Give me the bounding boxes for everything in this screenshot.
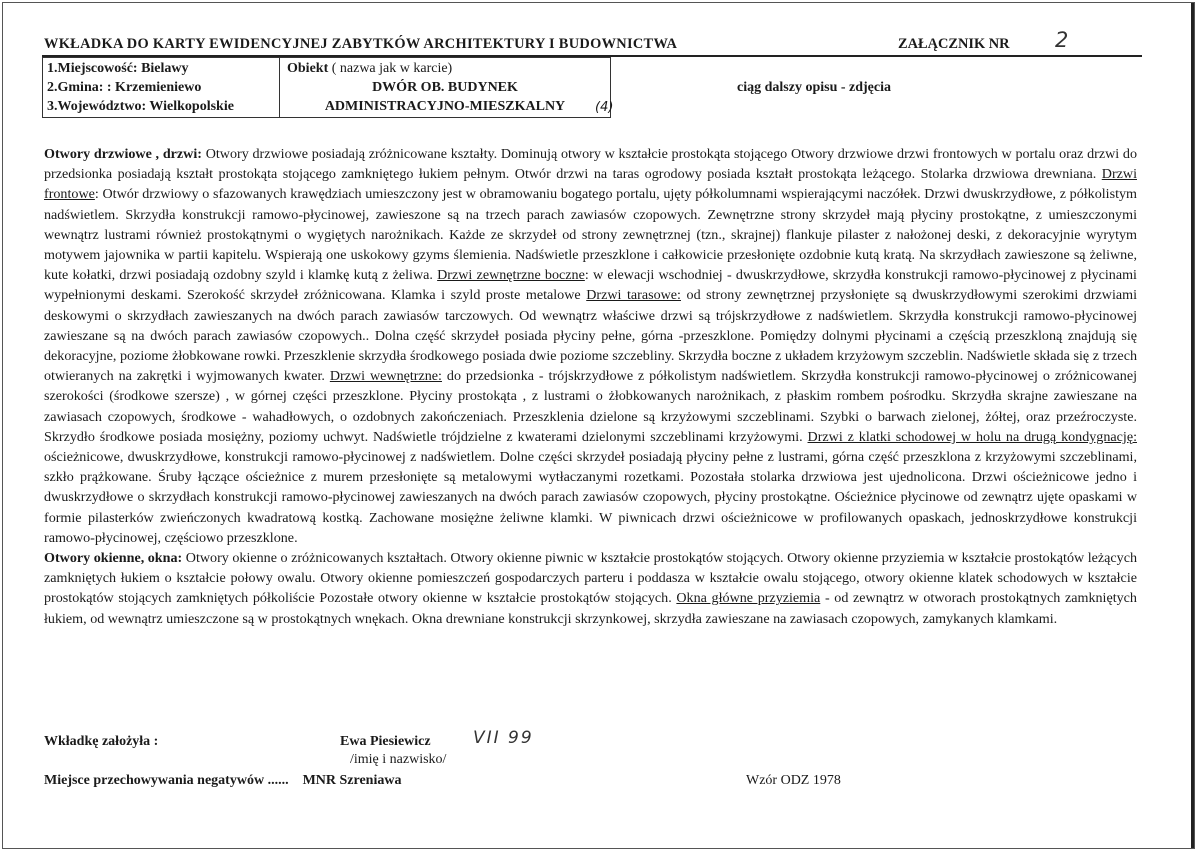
stair-doors-label: Drzwi z klatki schodowej w holu na drugą kondygnację: (807, 428, 1137, 445)
front-doors-label: Drzwi frontowe (44, 166, 1137, 203)
doors-heading: Otwory drzwiowe , drzwi: (44, 146, 202, 162)
inner-doors-label: Drzwi wewnętrzne: (329, 368, 442, 385)
object-name-line1: DWÓR OB. BUDYNEK (372, 80, 518, 95)
doors-intro: Otwory drzwiowe posiadają zróżnicowane kształty. Dominują otwory w kształcie prostokąta stojącego Otwory drzwiowe drzwi frontowych w portalu oraz drzwi do przedsionka posiadają kształt prostokąta stojącego zamkniętego łukiem pełnym. Otwór drzwi na taras ogrodowy posiada kształt prostokąta leżącego. Stolarka drzwiowa drewniana. (44, 146, 1137, 183)
object-mark: (4) (595, 100, 614, 115)
author-name-hint: /imię i nazwisko/ (350, 752, 447, 767)
author-label: Wkładkę założyła : (44, 734, 159, 749)
location-voivodeship: 3.Województwo: Wielkopolskie (47, 99, 234, 114)
main-windows-text: - od zewnątrz w otworach prostokątnych zamkniętych łukiem, od wewnątrz umieszczone są w prostokątnych wnękach. Okna drewniane konstrukcji skrzynkowej, skrzydła zawieszane na zawiasach czopowych, zamykanych klamkami. (44, 590, 1137, 627)
front-doors-text: : Otwór drzwiowy o sfazowanych krawędziach umieszczony jest w obramowaniu bogatego portalu, ujęty półkolumnami wspierającymi naczółek. Drzwi dwuskrzydłowe, z półkolistym nadświetlem. Skrzydła konstrukcji ramowo-płycinowej, zawieszone są na trzech parach zawiasów czopowych. Zewnętrzne strony skrzydeł mają płyciny prostokątne, z umieszczonymi wewnątrz lustrami również prostokątnymi o wygiętych narożnikach. Każde ze skrzydeł od strony zewnętrznej (tzn., skrajnej) flankuje pilaster z nałożonej deski, z dekoracyjnie wyrytym motywem jajownika w partii kapitelu. Wspierają one uskokowy gzyms ślemienia. Nadświetle przeszklone i całkowicie przesłonięte ozdobnie kutą kratą. Na skrzydłach zawieszone są żeliwne, kute kołatki, drzwi posiadają ozdobny szyld i klamkę kutą z żeliwa. (44, 186, 1137, 284)
author-date: VII 99 (473, 728, 534, 748)
negatives-line (44, 773, 401, 789)
terrace-doors-text: od strony zewnętrznej przysłonięte są dwuskrzydłowymi szerokimi drzwiami deskowymi o skrzydłach zawieszanych na dwóch parach zawiasów tarczowych. Od wewnątrz właściwe drzwi są trójskrzydłowe z nadświetlem. Skrzydła konstrukcji ramowo-płycinowej zawieszane są na dwóch parach zawiasów czopowych.. Dolna część skrzydeł posiada płyciny pełne, górna -przeszklone. Pomiędzy dolnymi płycinami a częścią przeszkloną znajdują się dekoracyjne, poziome żłobkowane rowki. Przeszklenie skrzydła środkowego posiada dwie poziome szczebliny. Skrzydła boczne z układem krzyżowym szczeblin. Nadświetle składa się z trzech otwieranych na zakrętki i wyjmowanych kwater. (44, 287, 1137, 385)
document-title: WKŁADKA DO KARTY EWIDENCYJNEJ ZABYTKÓW ARCHITEKTURY I BUDOWNICTWA (44, 36, 678, 52)
doors-paragraph (44, 144, 1137, 548)
attachment-label: ZAŁĄCZNIK NR (898, 36, 1010, 52)
side-doors-label: Drzwi zewnętrzne boczne (437, 267, 585, 284)
continuation-label: ciąg dalszy opisu - zdjęcia (737, 80, 891, 95)
object-label-line (287, 61, 452, 77)
form-template-label: Wzór ODZ 1978 (746, 773, 841, 788)
location-commune: 2.Gmina: : Krzemieniewo (47, 80, 202, 95)
description-body (44, 144, 1137, 629)
windows-heading: Otwory okienne, okna: (44, 550, 183, 567)
attachment-number: 2 (1055, 28, 1069, 52)
negatives-value: MNR Szreniawa (302, 773, 402, 788)
author-name: Ewa Piesiewicz (340, 734, 431, 749)
side-doors-text: : w elewacji wschodniej - dwuskrzydłowe, skrzydła konstrukcji ramowo-płycinowej z płycinami wypełnionymi deskami. Szerokość skrzydeł zróżnicowana. Klamka i szyld proste metalowe (44, 267, 1137, 304)
negatives-label: Miejsce przechowywania negatywów ...... (44, 773, 289, 788)
inner-doors-text: do przedsionka - trójskrzydłowe z półkolistym nadświetlem. Skrzydła konstrukcji ramowo-płycinowej o zróżnicowanej szerokości (środkowe szersze) , w górnej części przeszklone. Płyciny prostokąta , z lustrami o żłobkowanych narożnikach, z płaskim rombem pośrodku. Skrzydła skrajne zawieszane na zawiasach czopowych, środkowe - wahadłowych, o ozdobnych zakończeniach. Przeszklenia dzielone są krzyżowymi szczeblinami. Szybki o barwach zielonej, żółtej, oraz przeźroczyste. Skrzydło środkowe posiada mosiężny, poziomy uchwyt. Nadświetle trójdzielne z kwaterami dzielonymi szczeblinami krzyżowymi. (44, 368, 1137, 445)
location-place: 1.Miejscowość: Bielawy (47, 61, 189, 76)
windows-paragraph (44, 548, 1137, 629)
terrace-doors-label: Drzwi tarasowe: (586, 287, 681, 304)
object-label: Obiekt (287, 61, 329, 76)
stair-doors-text: ościeżnicowe, dwuskrzydłowe, konstrukcji ramowo-płycinowej z nadświetlem. Dolne części skrzydeł posiadają płyciny pełne z lustrami, górna część przeszklona z krzyżowymi szczeblinami, szkło prążkowane. Śruby łączące ościeżnice z murem przesłonięte są metalowymi wytłaczanymi rozetkami. Pozostała stolarka drzwiowa jest ujednolicona. Drzwi ościeżnicowe jedno i dwuskrzydłowe o skrzydłach konstrukcji ramowo-płycinowej zawieszanych na dwóch parach zawiasów czopowych, płyciny prostokątne. Ościeżnice płycinowe od zewnątrz ujęte opaskami w formie pilasterków zwieńczonych kwadratową kostką. Zachowane mosiężne żeliwne klamki. W piwnicach drzwi ościeżnicowe w profilowanych opaskach, jednoskrzydłowe konstrukcji ramowo-płycinowej, częściowo przeszklone. (44, 449, 1137, 546)
main-windows-label: Okna główne przyziemia (676, 590, 821, 607)
object-name-line2: ADMINISTRACYJNO-MIESZKALNY (324, 99, 566, 114)
object-note: ( nazwa jak w karcie) (331, 61, 453, 76)
windows-intro: Otwory okienne o zróżnicowanych kształtach. Otwory okienne piwnic w kształcie prostokątów stojących. Otwory okienne przyziemia w kształcie prostokątów leżących zamkniętych łukiem o kształcie połowy owalu. Otwory okienne pomieszczeń gospodarczych parteru i poddasza w kształcie owalu stojącego, otwory okienne klatek schodowych w kształcie prostokątów stojących zamkniętych półkoliście Pozostałe otwory okienne w kształcie prostokątów stojących. (44, 550, 1137, 607)
